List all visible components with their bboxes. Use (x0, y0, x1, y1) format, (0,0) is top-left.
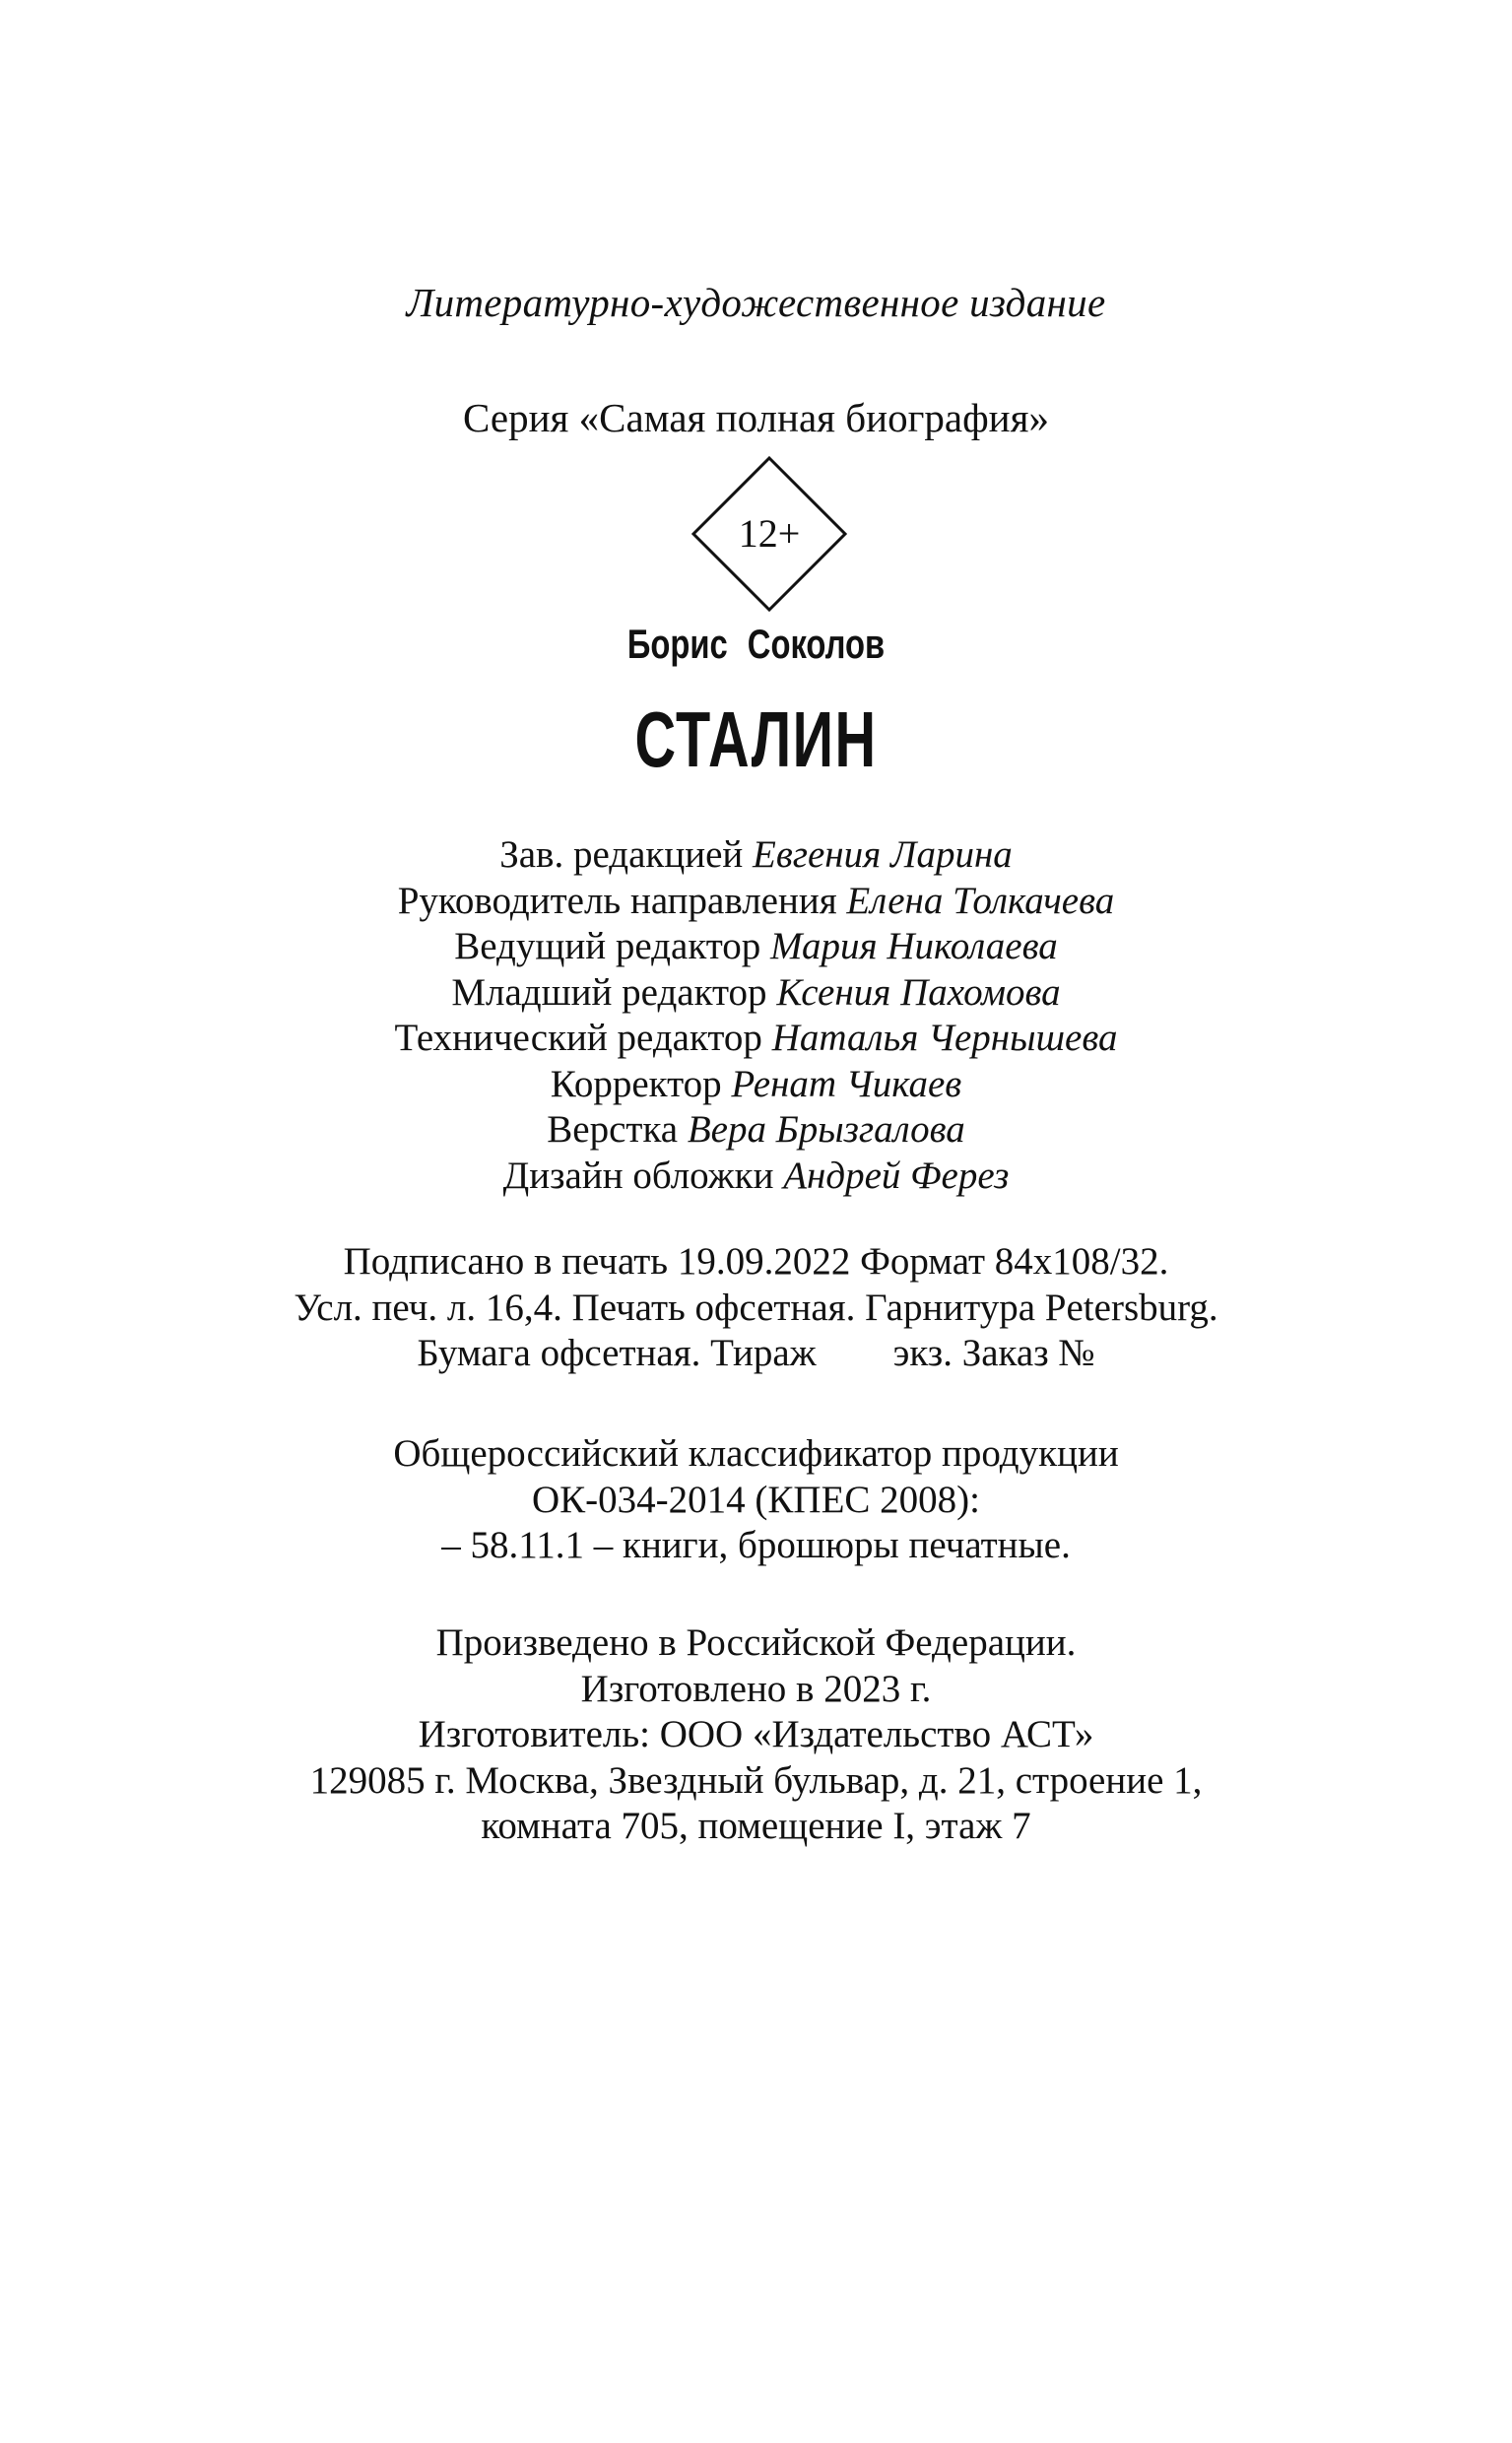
credit-role: Руководитель направления (397, 879, 837, 922)
credits-list (0, 832, 1512, 1199)
classifier-line: ОК-034-2014 (КПЕС 2008): (532, 1478, 980, 1521)
age-rating-badge (690, 455, 848, 613)
credit-line (0, 1154, 1512, 1200)
age-rating: 12+ (738, 511, 801, 556)
credit-line (0, 1062, 1512, 1108)
credit-role: Младший редактор (451, 970, 767, 1014)
credit-role: Дизайн обложки (502, 1154, 774, 1197)
credit-name: Андрей Ферез (783, 1154, 1010, 1197)
product-classifier (0, 1431, 1512, 1569)
credit-line (0, 924, 1512, 970)
credit-name: Вера Брызгалова (687, 1108, 965, 1151)
print-details-line: Усл. печ. л. 16,4. Печать офсетная. Гарнитура Petersburg. (294, 1286, 1218, 1329)
manufacturer-line: 129085 г. Москва, Звездный бульвар, д. 21, строение 1, (309, 1758, 1203, 1802)
credit-line (0, 970, 1512, 1017)
credit-line (0, 879, 1512, 925)
author-name: Борис Соколов (626, 621, 886, 667)
credit-line (0, 1107, 1512, 1154)
credit-role: Ведущий редактор (454, 925, 761, 967)
book-title: СТАЛИН (634, 695, 878, 783)
credit-name: Наталья Чернышева (771, 1017, 1118, 1059)
print-details-line: Бумага офсетная. Тираж экз. Заказ № (417, 1332, 1095, 1374)
credit-role: Технический редактор (394, 1017, 762, 1059)
classifier-line: – 58.11.1 – книги, брошюры печатные. (441, 1524, 1071, 1566)
edition-type: Литературно-художественное издание (406, 280, 1106, 325)
credit-line (0, 832, 1512, 879)
series-name: Серия «Самая полная биография» (463, 395, 1049, 440)
manufacturer-line: Произведено в Российской Федерации. (435, 1621, 1077, 1664)
classifier-line: Общероссийский классификатор продукции (393, 1432, 1119, 1475)
credit-name: Мария Николаева (770, 925, 1058, 967)
credit-name: Ренат Чикаев (731, 1062, 962, 1105)
credit-role: Верстка (547, 1108, 679, 1151)
credit-name: Ксения Пахомова (776, 970, 1061, 1014)
print-details-line: Подписано в печать 19.09.2022 Формат 84x108/32. (343, 1240, 1169, 1283)
credit-line (0, 1016, 1512, 1062)
manufacturer-info (0, 1620, 1512, 1850)
manufacturer-line: комната 705, помещение I, этаж 7 (481, 1805, 1031, 1847)
credit-name: Евгения Ларина (753, 833, 1013, 876)
manufacturer-line: Изготовитель: ООО «Издательство АСТ» (418, 1713, 1094, 1755)
credit-name: Елена Толкачева (846, 879, 1115, 922)
credit-role: Зав. редакцией (499, 833, 744, 876)
print-details (0, 1239, 1512, 1377)
credit-role: Корректор (550, 1062, 722, 1105)
manufacturer-line: Изготовлено в 2023 г. (580, 1667, 932, 1710)
